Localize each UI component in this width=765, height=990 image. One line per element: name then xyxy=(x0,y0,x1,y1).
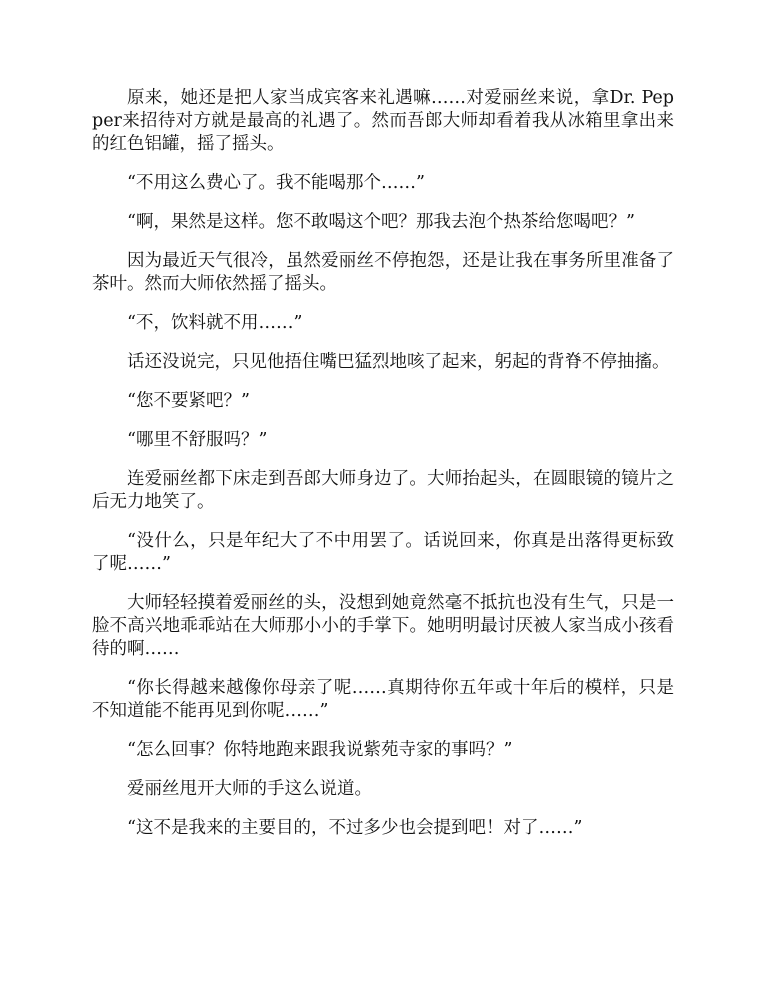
paragraph: “不用这么费心了。我不能喝那个……” xyxy=(127,173,425,193)
paragraph: 爱丽丝甩开大师的手这么说道。 xyxy=(127,779,372,799)
paragraph: “不，饮料就不用……” xyxy=(127,313,303,333)
paragraph: 话还没说完，只见他捂住嘴巴猛烈地咳了起来，躬起的背脊不停抽搐。 xyxy=(127,352,670,372)
paragraph: 原来，她还是把人家当成宾客来礼遇嘛……对爱丽丝来说，拿Dr. Pepper来招待对方就是最高的礼遇了。然而吾郎大师却看着我从冰箱里拿出来的红色铝罐，摇了摇头。 xyxy=(92,88,674,154)
paragraph: “您不要紧吧？” xyxy=(127,391,250,411)
paragraph: “这不是我来的主要目的，不过多少也会提到吧！对了……” xyxy=(127,818,583,838)
paragraph: “啊，果然是这样。您不敢喝这个吧？那我去泡个热茶给您喝吧？” xyxy=(127,212,635,232)
paragraph: 大师轻轻摸着爱丽丝的头，没想到她竟然毫不抵抗也没有生气，只是一脸不高兴地乖乖站在大师那小小的手掌下。她明明最讨厌被人家当成小孩看待的啊…… xyxy=(92,593,674,659)
paragraph: “怎么回事？你特地跑来跟我说紫苑寺家的事吗？” xyxy=(127,740,513,760)
paragraph: “哪里不舒服吗？” xyxy=(127,430,268,450)
paragraph: “没什么，只是年纪大了不中用罢了。话说回来，你真是出落得更标致了呢……” xyxy=(92,531,674,574)
paragraph: 因为最近天气很冷，虽然爱丽丝不停抱怨，还是让我在事务所里准备了茶叶。然而大师依然摇了摇头。 xyxy=(92,251,674,294)
document-page xyxy=(92,87,674,856)
paragraph: “你长得越来越像你母亲了呢……真期待你五年或十年后的模样，只是不知道能不能再见到你呢……” xyxy=(92,678,674,721)
paragraph: 连爱丽丝都下床走到吾郎大师身边了。大师抬起头，在圆眼镜的镜片之后无力地笑了。 xyxy=(92,469,674,512)
